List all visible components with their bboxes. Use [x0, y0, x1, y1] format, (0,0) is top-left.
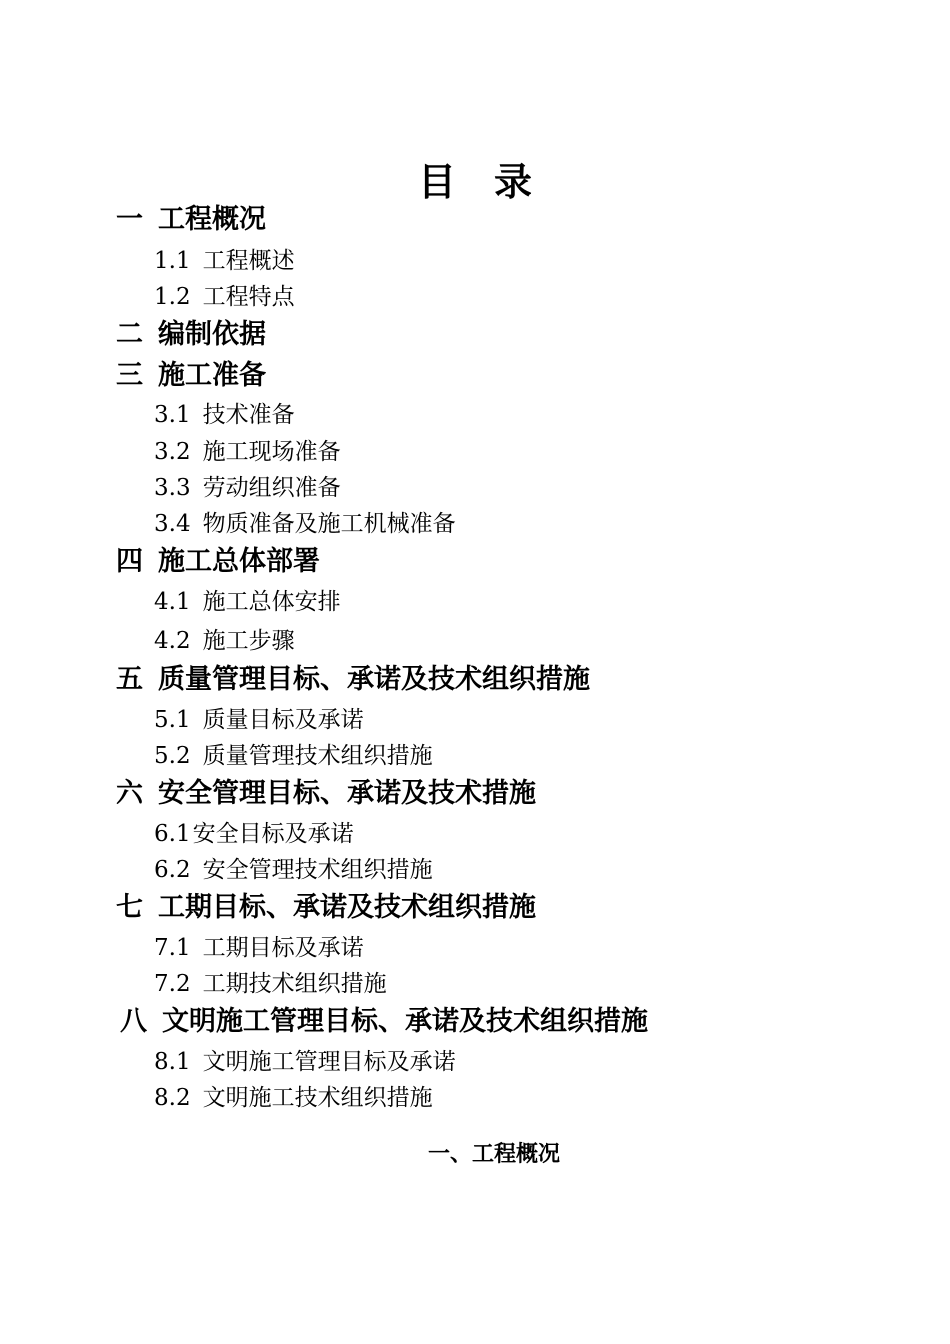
chapter-label: 施工准备	[158, 360, 266, 391]
chapter-label: 施工总体部署	[158, 546, 320, 577]
section-number: 4.2	[154, 628, 191, 654]
chapter-number: 一	[116, 204, 143, 235]
toc-section-7-1[interactable]	[154, 933, 364, 963]
section-number: 3.2	[154, 439, 191, 465]
section-label: 工程特点	[202, 284, 295, 310]
section-label: 文明施工技术组织措施	[202, 1085, 433, 1111]
toc-section-1-1[interactable]	[154, 246, 295, 276]
chapter-number: 四	[116, 546, 143, 577]
chapter-number: 八	[120, 1006, 147, 1037]
toc-chapter-4[interactable]	[116, 545, 320, 579]
chapter-number: 五	[116, 664, 143, 695]
section-label: 劳动组织准备	[202, 475, 341, 501]
chapter-number: 二	[116, 319, 143, 350]
section-label: 安全目标及承诺	[192, 821, 354, 847]
chapter-number: 六	[116, 778, 143, 809]
toc-title-char-1: 目	[417, 159, 456, 204]
section-label: 安全管理技术组织措施	[202, 857, 433, 883]
toc-section-5-1[interactable]	[154, 705, 364, 735]
section-number: 7.1	[154, 935, 191, 961]
toc-chapter-5[interactable]	[116, 663, 590, 697]
chapter-label: 安全管理目标、承诺及技术措施	[158, 778, 536, 809]
section-number: 1.1	[154, 248, 191, 274]
chapter-label: 文明施工管理目标、承诺及技术组织措施	[162, 1006, 648, 1037]
toc-chapter-1[interactable]	[116, 203, 266, 237]
toc-section-8-2[interactable]	[154, 1083, 433, 1113]
section-label: 文明施工管理目标及承诺	[202, 1049, 456, 1075]
section-number: 8.1	[154, 1049, 191, 1075]
toc-chapter-3[interactable]	[116, 359, 266, 393]
section-heading: 一、工程概况	[428, 1142, 561, 1167]
toc-title	[0, 158, 950, 206]
section-label: 施工步骤	[202, 628, 295, 654]
toc-section-4-2[interactable]	[154, 626, 295, 656]
toc-chapter-2[interactable]	[116, 318, 266, 352]
section-label: 质量管理技术组织措施	[202, 743, 433, 769]
section-number: 6.2	[154, 857, 191, 883]
section-number: 5.1	[154, 707, 191, 733]
section-number: 6.1	[154, 821, 191, 847]
toc-section-3-4[interactable]	[154, 509, 456, 539]
chapter-number: 三	[116, 360, 143, 391]
section-label: 质量目标及承诺	[202, 707, 364, 733]
chapter-label: 工程概况	[158, 204, 266, 235]
toc-section-1-2[interactable]	[154, 282, 295, 312]
toc-chapter-8[interactable]	[120, 1005, 648, 1039]
chapter-label: 工期目标、承诺及技术组织措施	[158, 892, 536, 923]
toc-section-6-1[interactable]	[154, 819, 354, 849]
section-label: 工程概述	[202, 248, 295, 274]
section-number: 5.2	[154, 743, 191, 769]
section-label: 工期技术组织措施	[202, 971, 387, 997]
toc-title-char-2: 录	[494, 159, 533, 204]
section-number: 3.3	[154, 475, 191, 501]
toc-section-7-2[interactable]	[154, 969, 387, 999]
toc-section-5-2[interactable]	[154, 741, 433, 771]
toc-section-6-2[interactable]	[154, 855, 433, 885]
section-number: 8.2	[154, 1085, 191, 1111]
chapter-number: 七	[116, 892, 143, 923]
section-label: 工期目标及承诺	[202, 935, 364, 961]
toc-section-3-1[interactable]	[154, 400, 295, 430]
section-label: 施工现场准备	[202, 439, 341, 465]
section-number: 4.1	[154, 589, 191, 615]
chapter-label: 质量管理目标、承诺及技术组织措施	[158, 664, 590, 695]
toc-section-3-3[interactable]	[154, 473, 341, 503]
toc-section-4-1[interactable]	[154, 587, 341, 617]
section-label: 技术准备	[202, 402, 295, 428]
section-number: 7.2	[154, 971, 191, 997]
section-label: 施工总体安排	[202, 589, 341, 615]
section-label: 物质准备及施工机械准备	[202, 511, 456, 537]
toc-chapter-7[interactable]	[116, 891, 536, 925]
toc-section-3-2[interactable]	[154, 437, 341, 467]
toc-section-8-1[interactable]	[154, 1047, 456, 1077]
section-number: 3.1	[154, 402, 191, 428]
section-number: 1.2	[154, 284, 191, 310]
chapter-label: 编制依据	[158, 319, 266, 350]
toc-chapter-6[interactable]	[116, 777, 536, 811]
section-number: 3.4	[154, 511, 191, 537]
